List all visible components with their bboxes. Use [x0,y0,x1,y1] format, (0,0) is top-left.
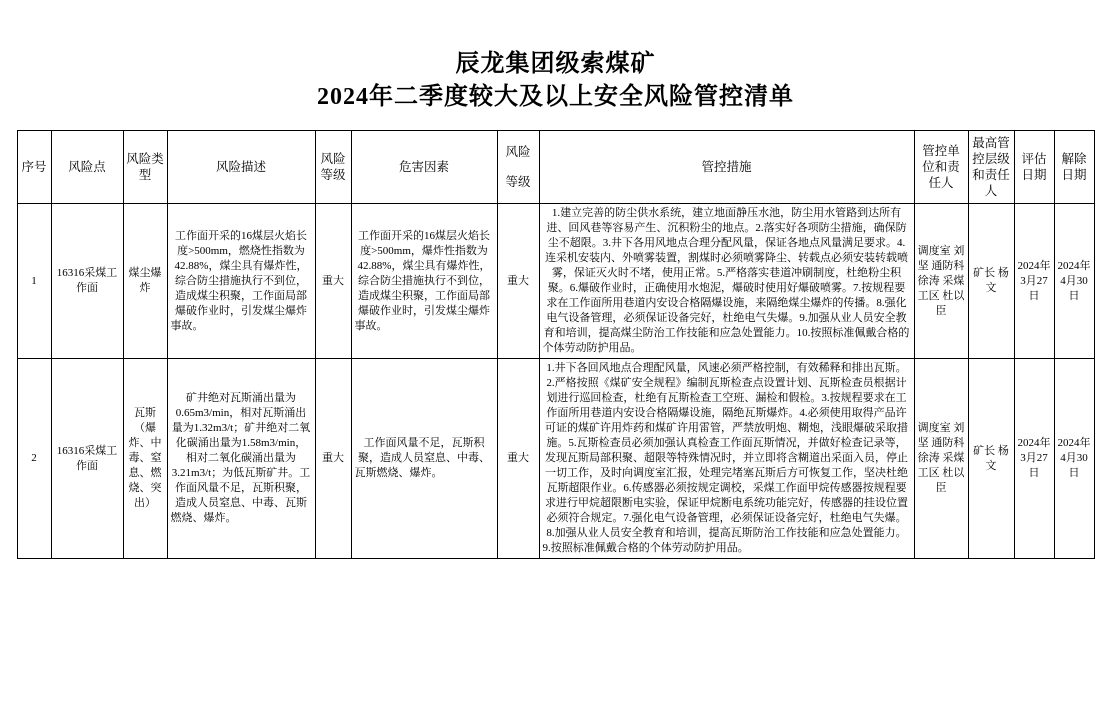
document-title-block [0,0,1111,114]
cell-risk-type: 瓦斯（爆炸、中毒、窒息、燃烧、突出） [123,359,167,559]
header-risk-level [497,131,539,204]
cell-risk-desc: 工作面开采的16煤层火焰长度>500mm，燃烧性指数为42.88%，煤尘具有爆炸性，综合防尘措施执行不到位，造成煤尘积聚，工作面局部爆破作业时，引发煤尘爆炸事故。 [167,204,315,359]
header-risk-desc: 风险描述 [167,131,315,204]
cell-control-measures: 1.建立完善的防尘供水系统，建立地面静压水池，防尘用水管路到达所有进、回风巷等容易产生、沉积粉尘的地点。2.落实好各项防尘措施，确保防尘不超限。3.井下各用风地点合理分配风量，保证各地点风量满足要求。4.连采机安装内、外喷雾装置，割煤时必须喷雾降尘、转载点必须安装转载喷雾，保证灭火时不堵，使用正常。5.严格落实巷道冲刷制度，杜绝粉尘积聚。6.爆破作业时，正确使用水炮泥，爆破时使用好爆破喷雾。7.按规程要求在工作面所用巷道内安设合格隔爆设施，来隔绝煤尘爆炸的传播。8.强化电气设备管理，必须保证设备完好，杜绝电气失爆。9.加强从业人员安全教育和培训，提高煤尘防治工作技能和应急处置能力。10.按照标准佩戴合格的个体劳动防护用品。 [539,204,914,359]
cell-control-measures: 1.井下各回风地点合理配风量，风速必须严格控制，有效稀释和排出瓦斯。2.严格按照《煤矿安全规程》编制瓦斯检查点设置计划、瓦斯检查员根据计划进行巡回检查，杜绝有瓦斯检查工空班、漏检和假检。3.按规程要求在工作面所用巷道内安设合格隔爆设施，隔绝瓦斯爆炸。4.必须使用取得产品许可证的煤矿许用炸药和煤矿许用雷管，严禁放明炮、糊炮，浅眼爆破采取措施。5.瓦斯检查员必须加强认真检查工作面瓦斯情况，并做好检查记录等，发现瓦斯局部积聚、超限等特殊情况时，并立即将含糊道出采面入员，停止一切工作，及时向调度室汇报，处理完堵塞瓦斯后方可恢复工作，坚决杜绝瓦斯超限作业。6.传感器必须按规定调校，采煤工作面甲烷传感器按规程要求进行甲烷超限断电实验，保证甲烷断电系统功能完好，传感器的挂设位置必须符合规定。7.强化电气设备管理，必须保证设备完好，杜绝电气失爆。8.加强从业人员安全教育和培训，提高瓦斯防治工作技能和应急处置能力。9.按照标准佩戴合格的个体劳动防护用品。 [539,359,914,559]
cell-risk-level: 重大 [497,204,539,359]
cell-risk-grade: 重大 [315,359,351,559]
header-risk-level-bottom: 等级 [505,175,531,189]
risk-control-table [17,130,1095,559]
header-release-date: 解除日期 [1054,131,1094,204]
cell-risk-point: 16316采煤工作面 [51,359,123,559]
header-seq: 序号 [17,131,51,204]
cell-release-date: 2024年4月30日 [1054,204,1094,359]
header-risk-level-top: 风险 [505,145,531,159]
document-title-line-1: 辰龙集团级索煤矿 [455,51,656,77]
table-header-row [17,131,1094,204]
cell-risk-desc: 矿井绝对瓦斯涌出量为0.65m3/min，相对瓦斯涌出量为1.32m3/t；矿井绝对二氧化碳涌出量为1.58m3/min，相对二氧化碳涌出量为3.21m3/t；为低瓦斯矿井。工作面风量不足，瓦斯积聚，造成人员窒息、中毒、瓦斯燃烧、爆炸。 [167,359,315,559]
cell-seq: 1 [17,204,51,359]
cell-control-unit: 调度室 刘坚 通防科 徐涛 采煤工区 杜以臣 [914,204,968,359]
header-assess-date: 评估日期 [1014,131,1054,204]
header-control-measures: 管控措施 [539,131,914,204]
cell-assess-date: 2024年3月27日 [1014,359,1054,559]
table-row [17,359,1094,559]
table-row [17,204,1094,359]
cell-risk-level: 重大 [497,359,539,559]
cell-risk-point: 16316采煤工作面 [51,204,123,359]
cell-risk-type: 煤尘爆炸 [123,204,167,359]
cell-top-responsible: 矿长 杨文 [968,359,1014,559]
cell-top-responsible: 矿长 杨文 [968,204,1014,359]
cell-risk-grade: 重大 [315,204,351,359]
cell-release-date: 2024年4月30日 [1054,359,1094,559]
cell-hazard-factors: 工作面开采的16煤层火焰长度>500mm，爆炸性指数为42.88%，煤尘具有爆炸性，综合防尘措施执行不到位，造成煤尘积聚，工作面局部爆破作业时，引发煤尘爆炸事故。 [351,204,497,359]
cell-assess-date: 2024年3月27日 [1014,204,1054,359]
cell-hazard-factors: 工作面风量不足，瓦斯积聚，造成人员窒息、中毒、瓦斯燃烧、爆炸。 [351,359,497,559]
cell-seq: 2 [17,359,51,559]
header-risk-type: 风险类型 [123,131,167,204]
header-risk-grade: 风险等级 [315,131,351,204]
header-risk-point: 风险点 [51,131,123,204]
document-title-line-2: 2024年二季度较大及以上安全风险管控清单 [317,84,794,110]
header-hazard-factors: 危害因素 [351,131,497,204]
header-top-responsible: 最高管控层级和责任人 [968,131,1014,204]
header-control-unit: 管控单位和责任人 [914,131,968,204]
cell-control-unit: 调度室 刘坚 通防科 徐涛 采煤工区 杜以臣 [914,359,968,559]
